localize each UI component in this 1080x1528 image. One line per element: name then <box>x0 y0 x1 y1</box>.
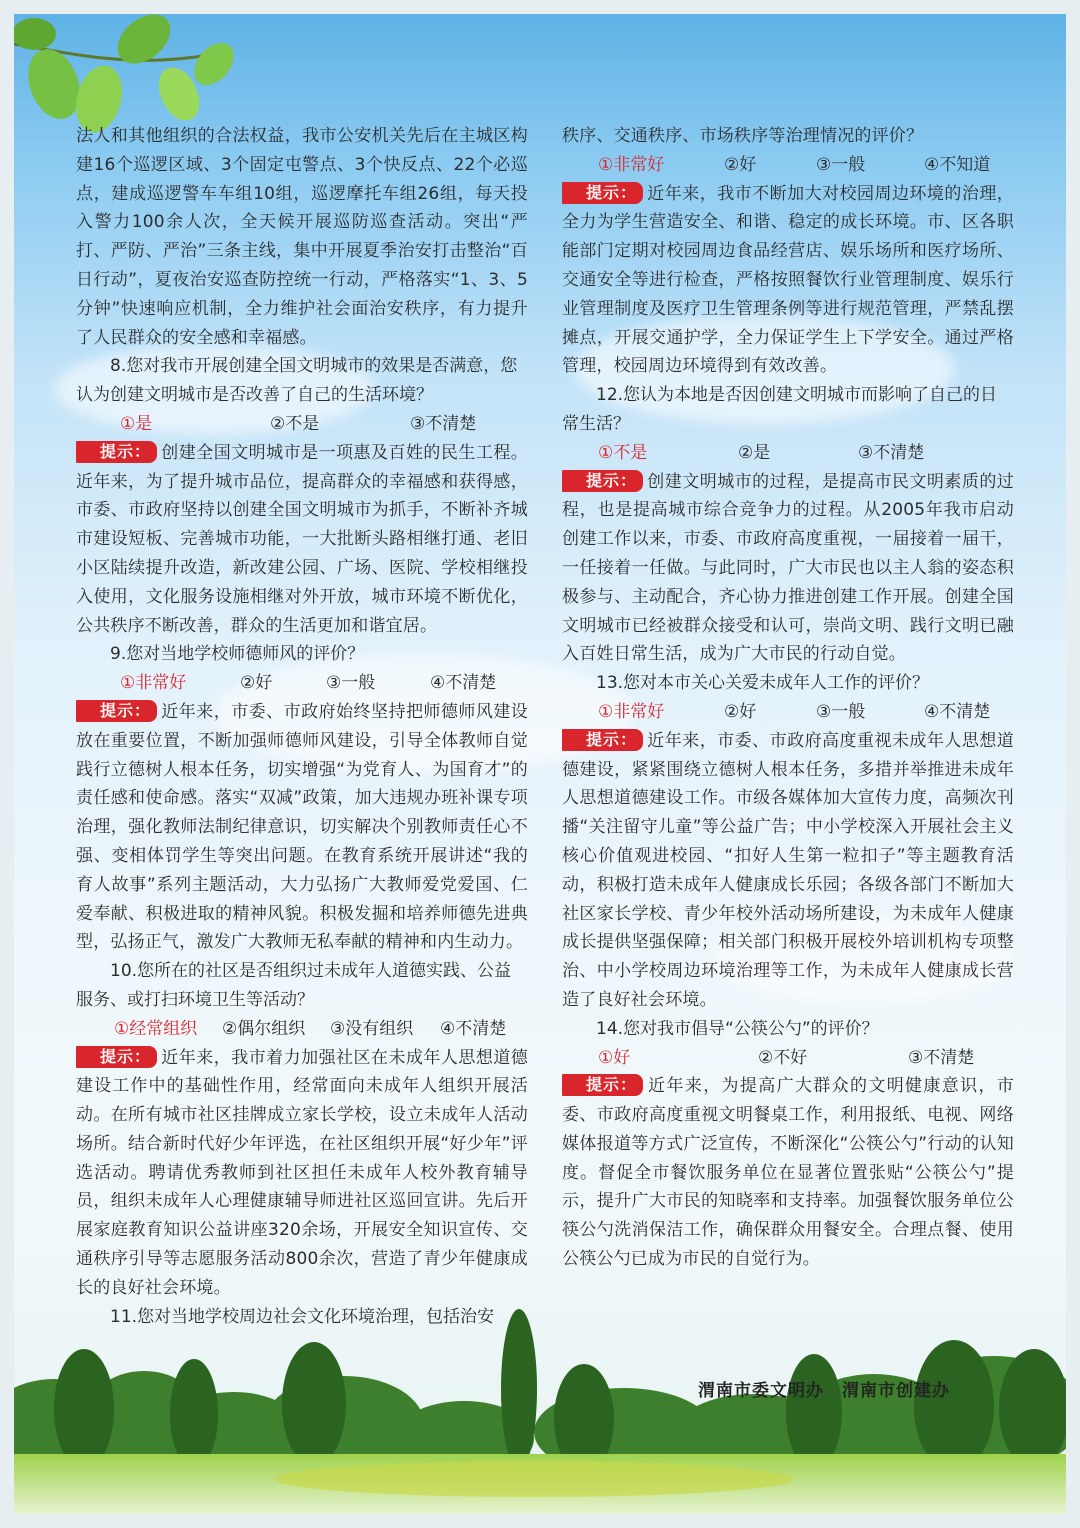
option: ③一般 <box>326 673 376 694</box>
question-14-options <box>562 1044 1014 1073</box>
option-selected: ①非常好 <box>598 154 665 175</box>
tip-label: 提示： <box>562 470 643 492</box>
signature-org-1: 渭南市委文明办 <box>698 1381 824 1401</box>
tip-text: 近年来，我市着力加强社区在未成年人思想道德建设工作中的基础性作用，经常面向未成年人组织开展活动。在所有城市社区挂牌成立家长学校，设立未成年人活动场所。结合新时代好少年评选，在社区组织开展“好少年”评选活动。聘请优秀教师到社区担任未成年人校外教育辅导员，组织未成年人心理健康辅导师进社区巡回宣讲。先后开展家庭教育知识公益讲座320余场，开展安全知识宣传、交通秩序引导等志愿服务活动800余次，营造了青少年健康成长的良好社会环境。 <box>76 1047 528 1298</box>
tip-label: 提示： <box>76 700 157 722</box>
question-13-options <box>562 698 1014 727</box>
question-12: 12.您认为本地是否因创建文明城市而影响了自己的日常生活？ <box>562 385 998 434</box>
option: ②不是 <box>270 413 320 434</box>
tip-paragraph <box>76 698 528 957</box>
question-11-options <box>562 151 1014 180</box>
left-column <box>76 122 528 1331</box>
option-selected: ①经常组织 <box>114 1018 198 1039</box>
paragraph: 法人和其他组织的合法权益，我市公安机关先后在主城区构建16个巡逻区域、3个固定屯警点、3个快反点、22个必巡点，建成巡逻警车车组10组，巡逻摩托车组26组，每天投入警力100余人次，全天候开展巡防巡查活动。突出“严打、严防、严治”三条主线，集中开展夏季治安打击整治“百日行动”，夏夜治安巡查防控统一行动，严格落实“1、3、5分钟”快速响应机制，全力维护社会面治安秩序，有力提升了人民群众的安全感和幸福感。 <box>76 126 528 348</box>
option-selected: ①非常好 <box>120 673 187 694</box>
option: ④不知道 <box>924 154 991 175</box>
tip-label: 提示： <box>562 1074 643 1096</box>
tip-text: 近年来，我市不断加大对校园周边环境的治理，全力为学生营造安全、和谐、稳定的成长环境。市、区各职能部门定期对校园周边食品经营店、娱乐场所和医疗场所、交通安全等进行检查，严格按照餐饮行业管理制度、娱乐行业管理制度及医疗卫生管理条例等进行规范管理，严禁乱摆摊点，开展交通护学，全力保证学生上下学安全。通过严格管理，校园周边环境得到有效改善。 <box>562 183 1014 377</box>
page-sheet <box>14 14 1066 1514</box>
question-9-options <box>76 669 528 698</box>
option: ③不清楚 <box>858 442 925 463</box>
tip-label: 提示： <box>562 182 643 204</box>
option: ②不好 <box>758 1047 808 1068</box>
option-selected: ①不是 <box>598 442 648 463</box>
question-11-continued: 秩序、交通秩序、市场秩序等治理情况的评价？ <box>562 126 924 146</box>
option: ③一般 <box>816 701 866 722</box>
tip-text: 创建全国文明城市是一项惠及百姓的民生工程。近年来，为了提升城市品位，提高群众的幸福感和获得感，市委、市政府坚持以创建全国文明城市为抓手，不断补齐城市建设短板、完善城市功能，一大批断头路相继打通、老旧小区陆续提升改造，新改建公园、广场、医院、学校相继投入使用，文化服务设施相继对外开放，城市环境不断优化，公共秩序不断改善，群众的生活更加和谐宜居。 <box>76 442 528 636</box>
question-11: 11.您对当地学校周边社会文化环境治理，包括治安 <box>110 1306 495 1327</box>
tip-paragraph <box>562 468 1014 670</box>
tip-paragraph <box>76 439 528 641</box>
tip-text: 近年来，为提高广大群众的文明健康意识，市委、市政府高度重视文明餐桌工作，利用报纸、电视、网络媒体报道等方式广泛宣传，不断深化“公筷公勺”行动的认知度。督促全市餐饮服务单位在显著位置张贴“公筷公勺”提示，提升广大市民的知晓率和支持率。加强餐饮服务单位公筷公勺洗消保洁工作，确保群众用餐安全。合理点餐、使用公筷公勺已成为市民的自觉行为。 <box>562 1076 1014 1270</box>
option: ③不清楚 <box>410 413 477 434</box>
option: ③一般 <box>816 154 866 175</box>
tip-label: 提示： <box>562 729 643 751</box>
tip-paragraph <box>562 1072 1014 1274</box>
question-12-options <box>562 439 1014 468</box>
signature <box>698 1376 950 1401</box>
option-selected: ①好 <box>598 1047 631 1068</box>
option: ②好 <box>240 673 273 694</box>
question-8: 8.您对我市开展创建全国文明城市的效果是否满意，您认为创建文明城市是否改善了自己的生活环境？ <box>76 356 518 406</box>
option: ③不清楚 <box>908 1047 975 1068</box>
question-13: 13.您对本市关心关爱未成年人工作的评价？ <box>596 673 930 694</box>
option: ④不清楚 <box>440 1018 507 1039</box>
option: ②偶尔组织 <box>222 1018 306 1039</box>
option: ②是 <box>738 442 771 463</box>
tip-label: 提示： <box>76 1046 157 1068</box>
option-selected: ①非常好 <box>598 701 665 722</box>
tip-text: 近年来，市委、市政府高度重视未成年人思想道德建设，紧紧围绕立德树人根本任务，多措并举推进未成年人思想道德建设工作。市级各媒体加大宣传力度，高频次刊播“关注留守儿童”等公益广告；中小学校深入开展社会主义核心价值观进校园、“扣好人生第一粒扣子”等主题教育活动，积极打造未成年人健康成长乐园；各级各部门不断加大社区家长学校、青少年校外活动场所建设，为未成年人健康成长提供坚强保障；相关部门积极开展校外培训机构专项整治、中小学校周边环境治理等工作，为未成年人健康成长营造了良好社会环境。 <box>562 730 1014 1010</box>
tip-paragraph <box>76 1044 528 1303</box>
option: ④不清楚 <box>430 673 497 694</box>
option: ④不清楚 <box>924 701 991 722</box>
tip-paragraph <box>562 727 1014 1015</box>
question-8-options <box>76 410 528 439</box>
question-10: 10.您所在的社区是否组织过未成年人道德实践、公益服务、或打扫环境卫生等活动？ <box>76 961 512 1010</box>
tip-label: 提示： <box>76 441 157 463</box>
option: ③没有组织 <box>330 1018 414 1039</box>
tip-paragraph <box>562 180 1014 382</box>
signature-org-2: 渭南市创建办 <box>842 1381 950 1401</box>
question-9: 9.您对当地学校师德师风的评价？ <box>110 644 365 665</box>
question-10-options <box>76 1015 528 1044</box>
option: ②好 <box>724 154 757 175</box>
question-14: 14.您对我市倡导“公筷公勺”的评价？ <box>596 1018 879 1039</box>
right-column <box>562 122 1014 1274</box>
option: ②好 <box>724 701 757 722</box>
option-selected: ①是 <box>120 413 153 434</box>
tip-text: 近年来，市委、市政府始终坚持把师德师风建设放在重要位置，不断加强师德师风建设，引导全体教师自觉践行立德树人根本任务，切实增强“为党育人、为国育才”的责任感和使命感。落实“双减”政策，加大违规办班补课专项治理，强化教师法制纪律意识，切实解决个别教师责任心不强、变相体罚学生等突出问题。在教育系统开展讲述“我的育人故事”系列主题活动，大力弘扬广大教师爱党爱国、仁爱奉献、积极进取的精神风貌。积极发掘和培养师德先进典型，弘扬正气，激发广大教师无私奉献的精神和内生动力。 <box>76 701 528 953</box>
tip-text: 创建文明城市的过程，是提高市民文明素质的过程，也是提高城市综合竞争力的过程。从2005年我市启动创建工作以来，市委、市政府高度重视，一届接着一届干，一任接着一任做。与此同时，广大市民也以主人翁的姿态积极参与、主动配合，齐心协力推进创建工作开展。创建全国文明城市已经被群众接受和认可，崇尚文明、践行文明已融入百姓日常生活，成为广大市民的行动自觉。 <box>562 471 1014 665</box>
